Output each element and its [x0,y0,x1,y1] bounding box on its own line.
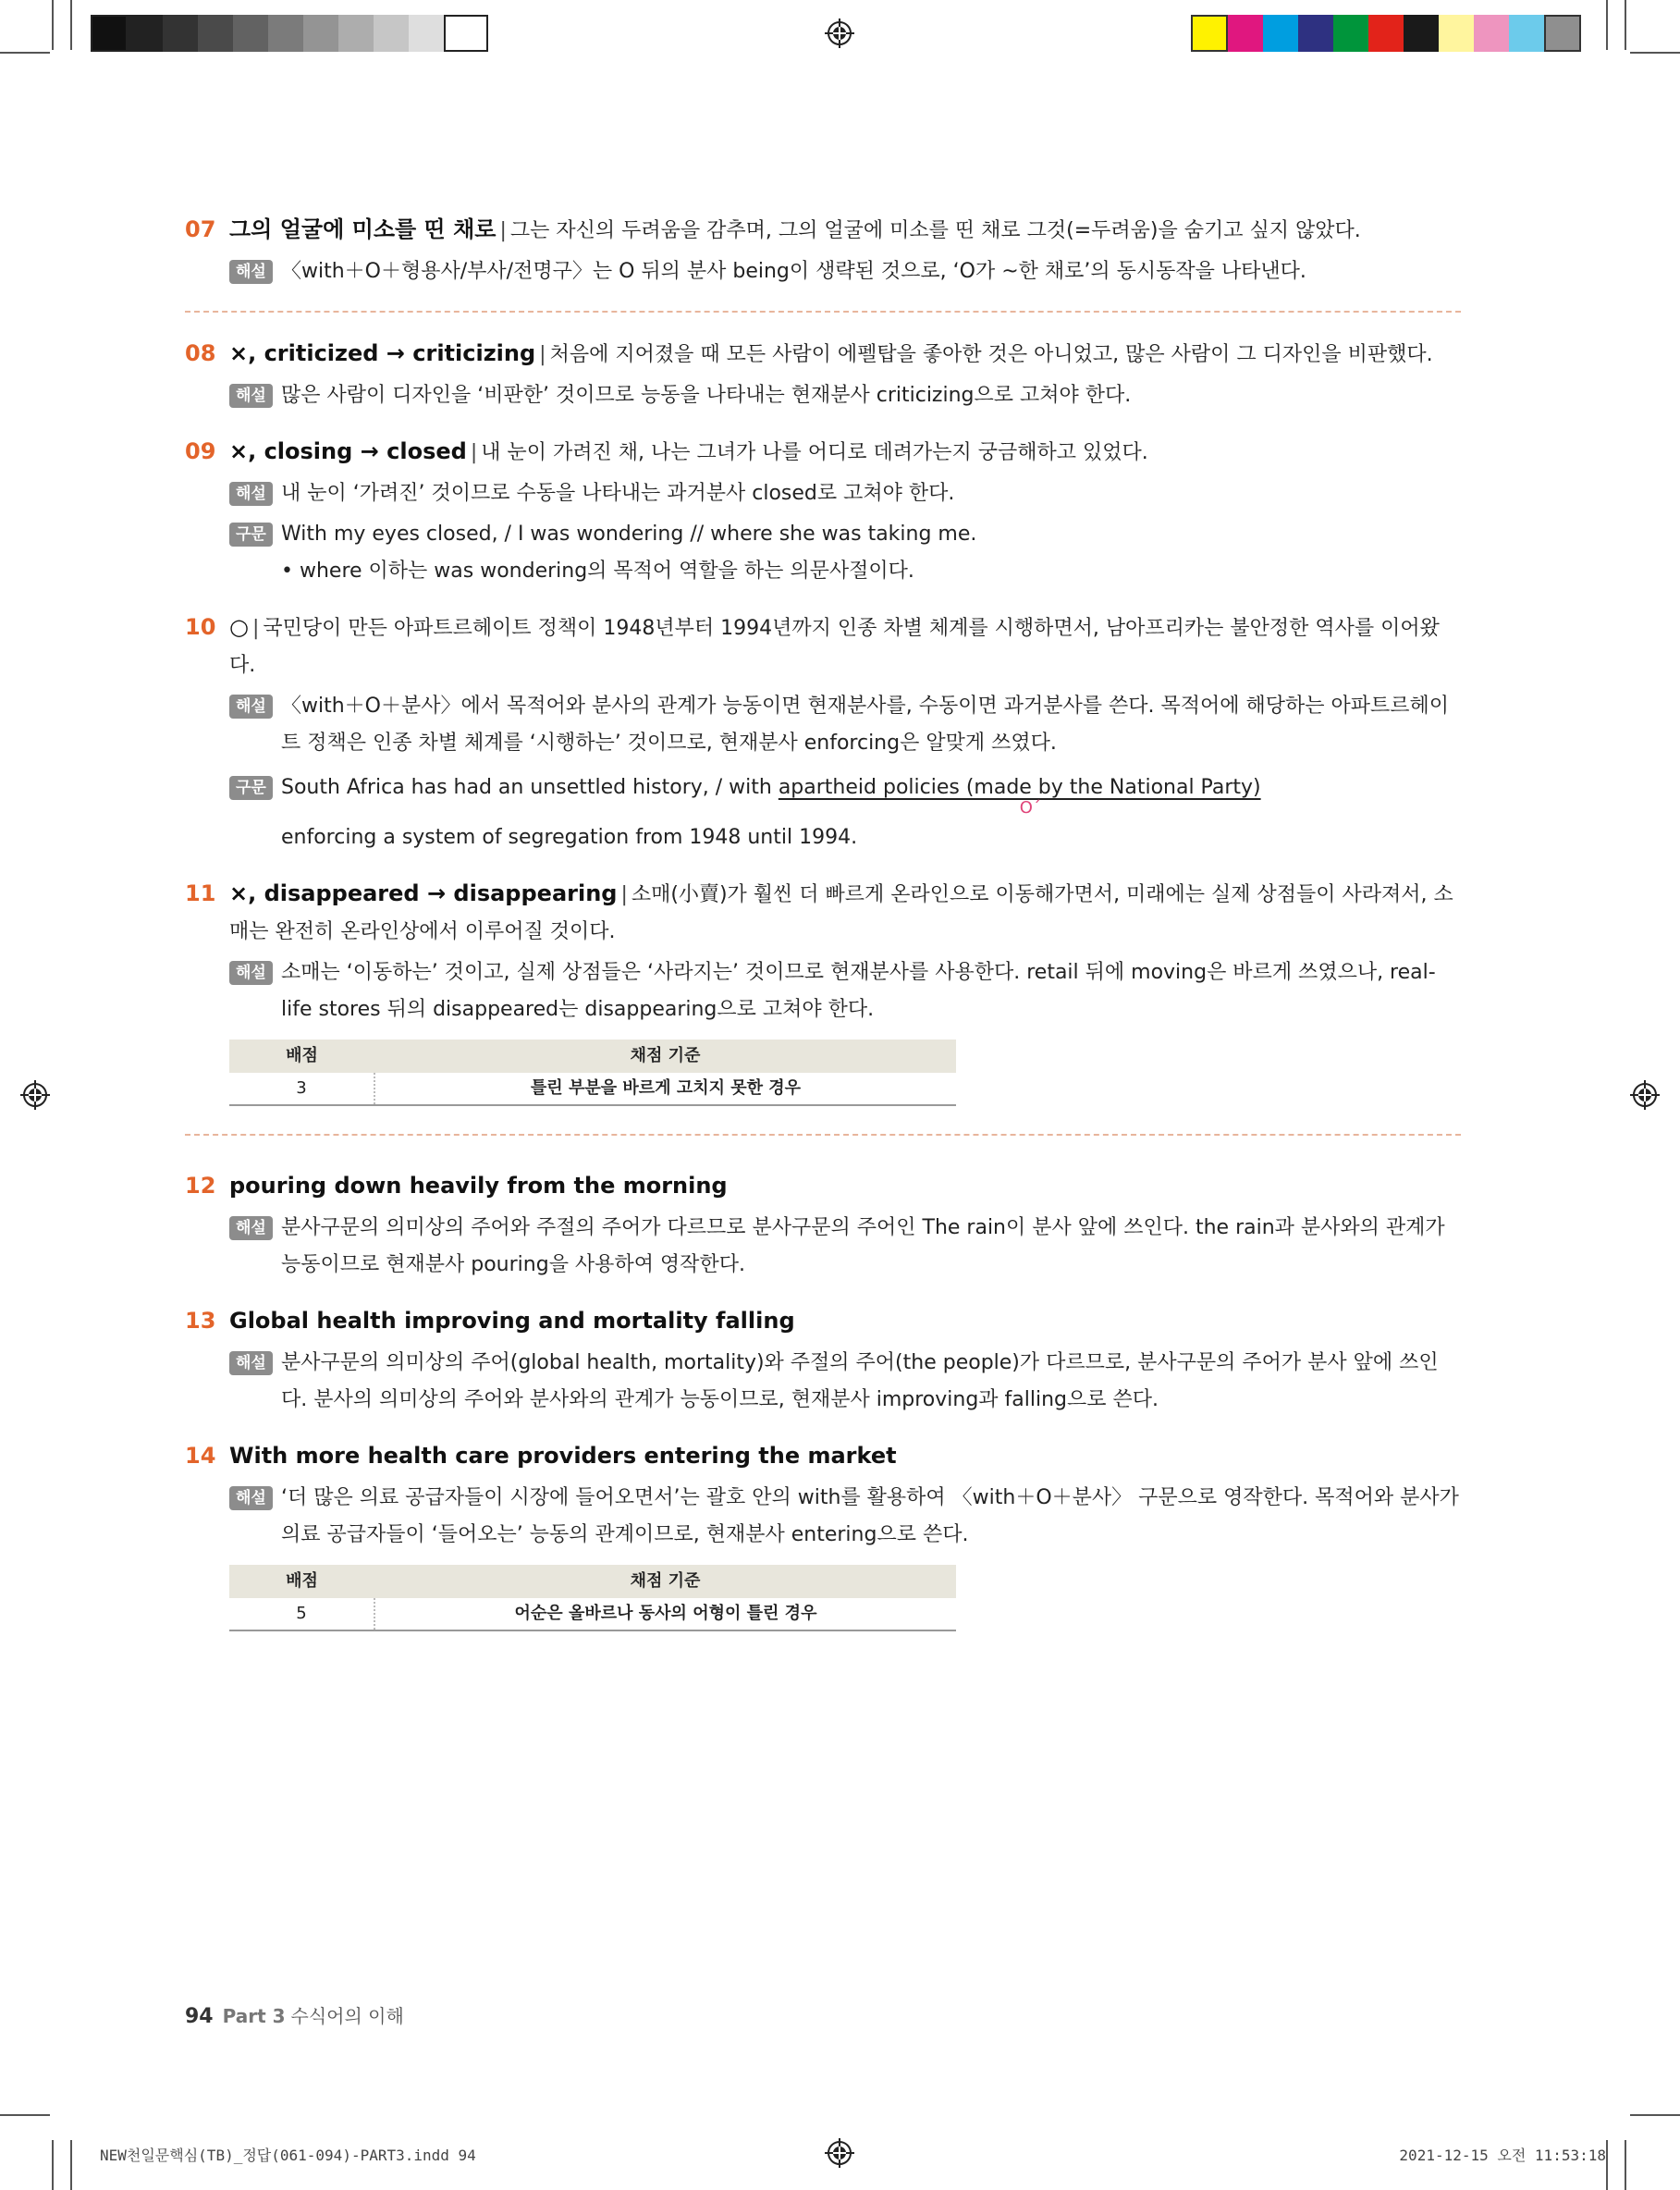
answer-lead: ×, disappeared → disappearing [229,880,618,906]
part-title: 수식어의 이해 [290,2005,404,2027]
item-number: 12 [185,1173,216,1199]
score-header: 배점 [229,1565,374,1598]
explanation [229,1345,1461,1419]
explanation-text: 많은 사람이 디자인을 ‘비판한’ 것이므로 능동을 나타내는 현재분사 criticizing으로 고쳐야 한다. [281,384,1132,407]
answer-item-10: 10 ○ | 국민당이 만든 아파트르헤이트 정책이 1948년부터 1994년까지 인종 차별 체계를 시행하면서, 남아프리카는 불안정한 역사를 이어왔다. [185,609,1461,684]
translation: 소매(小賣)가 훨씬 더 빠르게 온라인으로 이동해가면서, 미래에는 실제 상점들이 사라져서, 소매는 완전히 온라인상에서 이루어질 것이다. [229,883,1453,943]
registration-mark-icon [825,18,854,48]
answer-key [185,211,1461,1637]
explanation-tag: 해설 [229,961,273,985]
explanation-text: 소매는 ‘이동하는’ 것이고, 실제 상점들은 ‘사라지는’ 것이므로 현재분사를 사용한다. retail 뒤에 moving은 바르게 쓰였으나, real-life stores 뒤의 disappeared는 disappearing으로 고쳐야 한다. [281,961,1436,1021]
answer-item-13 [185,1302,1461,1341]
answer-lead: ○ [229,614,249,640]
explanation [229,253,1461,290]
answer-item-09: 09 ×, closing → closed | 내 눈이 가려진 채, 나는 그녀가 나를 어디로 데려가는지 궁금해하고 있었다. [185,433,1461,472]
explanation-text: ‘더 많은 의료 공급자들이 시장에 들어오면서’는 괄호 안의 with를 활용하여 〈with＋O＋분사〉 구문으로 영작한다. 목적어와 분사가 의료 공급자들이 ‘들어오는’ 능동의 관계이므로, 현재분사 entering으로 쓴다. [281,1486,1459,1546]
criterion-header: 채점 기준 [374,1040,956,1073]
slug-filename: NEW천일문핵심(TB)_정답(061-094)-PART3.indd 94 [100,2147,476,2164]
syntax-note [229,769,1461,818]
item-number: 13 [185,1308,216,1334]
criterion-value: 틀린 부분을 바르게 고치지 못한 경우 [374,1073,956,1105]
answer-lead: Global health improving and mortality falling [229,1308,795,1334]
translation: 국민당이 만든 아파트르헤이트 정책이 1948년부터 1994년까지 인종 차별 체계를 시행하면서, 남아프리카는 불안정한 역사를 이어왔다. [229,617,1440,677]
registration-mark-icon [1630,1080,1660,1110]
answer-lead: pouring down heavily from the morning [229,1173,728,1199]
explanation-text: 분사구문의 의미상의 주어(global health, mortality)와 주절의 주어(the people)가 다르므로, 분사구문의 주어가 분사 앞에 쓰인다. 분사의 의미상의 주어와 분사와의 관계가 능동이므로, 현재분사 improving과 falling으로 쓴다. [281,1351,1439,1411]
translation: 내 눈이 가려진 채, 나는 그녀가 나를 어디로 데려가는지 궁금해하고 있었다. [481,441,1148,464]
explanation-tag: 해설 [229,1351,273,1375]
section-divider [185,1134,1461,1136]
explanation-text: 분사구문의 의미상의 주어와 주절의 주어가 다르므로 분사구문의 주어인 The rain이 분사 앞에 쓰인다. the rain과 분사와의 관계가 능동이므로 현재분사 pouring을 사용하여 영작한다. [281,1216,1445,1276]
explanation-text: 〈with＋O＋분사〉에서 목적어와 분사의 관계가 능동이면 현재분사를, 수동이면 과거분사를 쓴다. 목적어에 해당하는 아파트르헤이트 정책은 인종 차별 체계를 ‘시행하는’ 것이므로, 현재분사 enforcing은 알맞게 쓰였다. [281,695,1450,755]
underlined-object: apartheid policies (made by the National Party) [778,776,1261,799]
item-number: 14 [185,1443,216,1469]
answer-item-07: 07 그의 얼굴에 미소를 띤 채로 | 그는 자신의 두려움을 감추며, 그의 얼굴에 미소를 띤 채로 그것(=두려움)을 숨기고 싶지 않았다. [185,211,1461,250]
explanation [229,1210,1461,1284]
answer-item-11: 11 ×, disappeared → disappearing | 소매(小賣)가 훨씬 더 빠르게 온라인으로 이동해가면서, 미래에는 실제 상점들이 사라져서, 소매는 완전히 온라인상에서 이루어질 것이다. [185,875,1461,951]
explanation-tag: 해설 [229,1486,273,1510]
explanation [229,377,1461,414]
syntax-tag: 구문 [229,523,273,547]
translation: 그는 자신의 두려움을 감추며, 그의 얼굴에 미소를 띤 채로 그것(=두려움)을 숨기고 싶지 않았다. [509,219,1361,242]
object-mark: O´ [1019,798,1041,818]
explanation [229,475,1461,512]
answer-lead: With more health care providers entering the market [229,1443,897,1469]
score-header: 배점 [229,1040,374,1073]
item-number: 11 [185,880,216,906]
section-divider [185,311,1461,313]
answer-lead: 그의 얼굴에 미소를 띤 채로 [229,216,497,242]
explanation [229,954,1461,1028]
explanation-text: 〈with＋O＋형용사/부사/전명구〉는 O 뒤의 분사 being이 생략된 것으로, ‘O가 ~한 채로’의 동시동작을 나타낸다. [281,260,1306,283]
scoring-table [229,1565,956,1631]
score-value: 5 [229,1598,374,1630]
explanation-text: 내 눈이 ‘가려진’ 것이므로 수동을 나타내는 과거분사 closed로 고쳐야 한다. [281,482,955,505]
scoring-table [229,1040,956,1106]
syntax-line-2: enforcing a system of segregation from 1948 until 1994. [281,826,858,849]
syntax-note [229,516,1461,553]
answer-item-08: 08 ×, criticized → criticizing | 처음에 지어졌을 때 모든 사람이 에펠탑을 좋아한 것은 아니었고, 많은 사람이 그 디자인을 비판했다. [185,335,1461,374]
explanation [229,688,1461,762]
syntax-text: With my eyes closed, / I was wondering // where she was taking me. [281,523,977,546]
answer-lead: ×, closing → closed [229,438,467,464]
syntax-tag: 구문 [229,776,273,800]
item-number: 08 [185,340,216,366]
page-footer [185,2001,404,2028]
registration-mark-icon [20,1080,50,1110]
explanation-tag: 해설 [229,1216,273,1240]
explanation-tag: 해설 [229,260,273,284]
syntax-text: South Africa has had an unsettled history, / with [281,776,779,799]
slug-timestamp: 2021-12-15 오전 11:53:18 [1399,2147,1606,2164]
explanation-tag: 해설 [229,695,273,719]
answer-lead: ×, criticized → criticizing [229,340,536,366]
translation: 처음에 지어졌을 때 모든 사람이 에펠탑을 좋아한 것은 아니었고, 많은 사람이 그 디자인을 비판했다. [549,343,1433,366]
explanation-tag: 해설 [229,482,273,506]
page-number: 94 [185,2005,214,2028]
item-number: 09 [185,438,216,464]
answer-item-12 [185,1167,1461,1206]
criterion-header: 채점 기준 [374,1565,956,1598]
part-label: Part 3 [222,2005,286,2027]
explanation [229,1480,1461,1554]
answer-item-14 [185,1437,1461,1476]
registration-mark-icon [825,2138,854,2168]
item-number: 10 [185,614,216,640]
explanation-tag: 해설 [229,384,273,408]
item-number: 07 [185,216,216,242]
score-value: 3 [229,1073,374,1105]
syntax-bullet: • where 이하는 was wondering의 목적어 역할을 하는 의문사절이다. [281,560,914,583]
criterion-value: 어순은 올바르나 동사의 어형이 틀린 경우 [374,1598,956,1630]
